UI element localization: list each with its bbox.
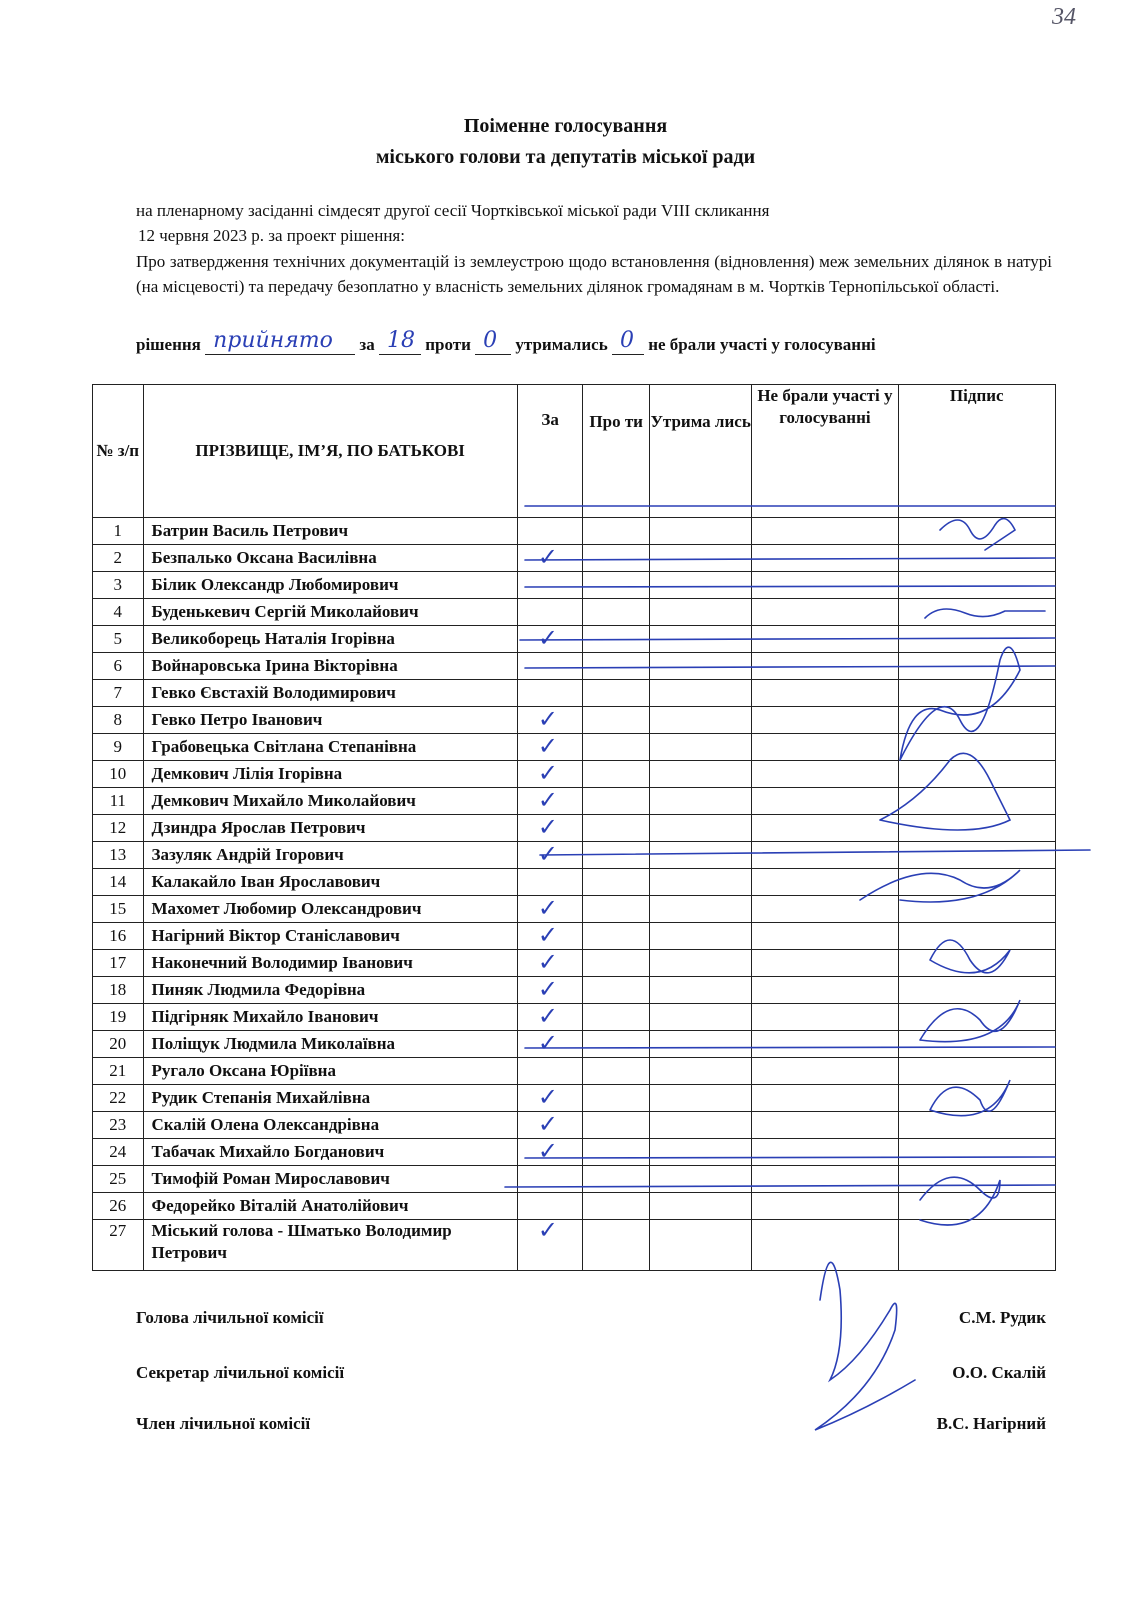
row-num: 14: [93, 869, 144, 896]
against-handwritten: 0: [483, 328, 498, 353]
row-num: 11: [93, 788, 144, 815]
row-for-mark: ✓: [517, 950, 583, 977]
row-abstained: [649, 815, 751, 842]
table-row: [93, 518, 1056, 545]
row-abstained: [649, 869, 751, 896]
table-header-row: [93, 385, 1056, 518]
row-signature: [898, 896, 1056, 923]
row-num: 1: [93, 518, 144, 545]
secretary-name: О.О. Скалій: [952, 1363, 1046, 1382]
member-role: Член лічильної комісії: [136, 1414, 311, 1433]
row-signature: [898, 923, 1056, 950]
row-not-participated: [752, 815, 898, 842]
row-abstained: [649, 545, 751, 572]
table-row: [93, 626, 1056, 653]
row-for-mark: ✓: [517, 923, 583, 950]
row-signature: [898, 707, 1056, 734]
table-row: [93, 734, 1056, 761]
row-abstained: [649, 1139, 751, 1166]
row-signature: [898, 815, 1056, 842]
table-row: [93, 788, 1056, 815]
row-against: [583, 680, 649, 707]
not-participated-label: не брали участі у голосуванні: [648, 335, 876, 354]
row-num: 22: [93, 1085, 144, 1112]
header-abstained: Утрима лись: [649, 385, 751, 518]
row-not-participated: [752, 761, 898, 788]
row-abstained: [649, 1004, 751, 1031]
row-against: [583, 788, 649, 815]
row-num: 10: [93, 761, 144, 788]
decision-handwritten: прийнято: [213, 328, 333, 353]
row-for-mark: ✓: [517, 1139, 583, 1166]
row-against: [583, 1004, 649, 1031]
row-not-participated: [752, 545, 898, 572]
row-num: 20: [93, 1031, 144, 1058]
row-name: Нагірний Віктор Станіславович: [143, 923, 517, 950]
row-name: Калакайло Іван Ярославович: [143, 869, 517, 896]
row-abstained: [649, 1166, 751, 1193]
table-row: [93, 761, 1056, 788]
row-signature: [898, 1193, 1056, 1220]
row-not-participated: [752, 1220, 898, 1271]
row-num: 9: [93, 734, 144, 761]
row-name: Пиняк Людмила Федорівна: [143, 977, 517, 1004]
row-against: [583, 545, 649, 572]
row-not-participated: [752, 626, 898, 653]
decision-label: рішення: [136, 335, 201, 354]
row-abstained: [649, 1058, 751, 1085]
commission-signatures: [815, 1262, 915, 1430]
row-not-participated: [752, 788, 898, 815]
row-against: [583, 977, 649, 1004]
table-row: [93, 842, 1056, 869]
row-num: 16: [93, 923, 144, 950]
row-abstained: [649, 842, 751, 869]
row-abstained: [649, 680, 751, 707]
row-for-mark: ✓: [517, 1112, 583, 1139]
table-row: [93, 1220, 1056, 1271]
row-signature: [898, 1031, 1056, 1058]
row-against: [583, 896, 649, 923]
row-name: Великоборець Наталія Ігорівна: [143, 626, 517, 653]
row-abstained: [649, 977, 751, 1004]
row-signature: [898, 626, 1056, 653]
table-row: [93, 1166, 1056, 1193]
row-not-participated: [752, 869, 898, 896]
row-not-participated: [752, 842, 898, 869]
row-num: 3: [93, 572, 144, 599]
row-against: [583, 518, 649, 545]
row-against: [583, 734, 649, 761]
row-name: Батрин Василь Петрович: [143, 518, 517, 545]
date-line: 12 червня 2023 р. за проект рішення:: [138, 226, 405, 245]
row-signature: [898, 1085, 1056, 1112]
header-for: За: [517, 385, 583, 518]
row-not-participated: [752, 1004, 898, 1031]
voting-table: [92, 384, 1056, 1271]
row-for-mark: ✓: [517, 761, 583, 788]
row-name: Гевко Петро Іванович: [143, 707, 517, 734]
row-signature: [898, 1220, 1056, 1271]
row-num: 5: [93, 626, 144, 653]
row-for-mark: ✓: [517, 815, 583, 842]
row-not-participated: [752, 923, 898, 950]
row-signature: [898, 761, 1056, 788]
row-for-mark: ✓: [517, 977, 583, 1004]
abstained-label: утримались: [515, 335, 608, 354]
row-against: [583, 1058, 649, 1085]
row-num: 27: [93, 1220, 144, 1271]
decision-blank: [205, 328, 355, 355]
table-row: [93, 1112, 1056, 1139]
row-name: Дзиндра Ярослав Петрович: [143, 815, 517, 842]
row-signature: [898, 545, 1056, 572]
row-against: [583, 1166, 649, 1193]
row-not-participated: [752, 1058, 898, 1085]
row-signature: [898, 869, 1056, 896]
header-signature: Підпис: [898, 385, 1056, 518]
row-num: 13: [93, 842, 144, 869]
row-for-mark: ✓: [517, 1220, 583, 1271]
row-against: [583, 1193, 649, 1220]
row-for-mark: ✓: [517, 896, 583, 923]
row-abstained: [649, 896, 751, 923]
row-abstained: [649, 599, 751, 626]
row-abstained: [649, 572, 751, 599]
row-name: Зазуляк Андрій Ігорович: [143, 842, 517, 869]
chair-role: Голова лічильної комісії: [136, 1308, 324, 1327]
row-against: [583, 923, 649, 950]
abstained-blank: [612, 328, 644, 355]
row-for-mark: ✓: [517, 545, 583, 572]
row-against: [583, 1031, 649, 1058]
table-row: [93, 572, 1056, 599]
for-handwritten: 18: [386, 328, 415, 353]
row-abstained: [649, 950, 751, 977]
row-name: Скалій Олена Олександрівна: [143, 1112, 517, 1139]
row-num: 6: [93, 653, 144, 680]
row-signature: [898, 788, 1056, 815]
row-for-mark: ✓: [517, 626, 583, 653]
row-signature: [898, 977, 1056, 1004]
row-signature: [898, 950, 1056, 977]
decision-line: [136, 328, 1056, 355]
row-name: Буденькевич Сергій Миколайович: [143, 599, 517, 626]
row-against: [583, 1112, 649, 1139]
member-name: В.С. Нагірний: [936, 1414, 1046, 1433]
row-num: 19: [93, 1004, 144, 1031]
row-abstained: [649, 1112, 751, 1139]
row-num: 15: [93, 896, 144, 923]
table-row: [93, 680, 1056, 707]
row-not-participated: [752, 734, 898, 761]
row-signature: [898, 680, 1056, 707]
row-not-participated: [752, 950, 898, 977]
row-not-participated: [752, 1139, 898, 1166]
header-not-participated: Не брали участі у голосуванні: [752, 385, 898, 518]
row-abstained: [649, 734, 751, 761]
table-row: [93, 1031, 1056, 1058]
row-signature: [898, 842, 1056, 869]
row-against: [583, 626, 649, 653]
chair-name: С.М. Рудик: [958, 1308, 1046, 1327]
row-num: 21: [93, 1058, 144, 1085]
against-label: проти: [425, 335, 471, 354]
row-for-mark: [517, 653, 583, 680]
row-not-participated: [752, 1166, 898, 1193]
table-row: [93, 950, 1056, 977]
row-not-participated: [752, 1031, 898, 1058]
secretary-role: Секретар лічильної комісії: [136, 1363, 345, 1382]
row-abstained: [649, 626, 751, 653]
row-name: Махомет Любомир Олександрович: [143, 896, 517, 923]
row-against: [583, 599, 649, 626]
row-against: [583, 707, 649, 734]
row-not-participated: [752, 896, 898, 923]
row-abstained: [649, 1031, 751, 1058]
row-signature: [898, 653, 1056, 680]
row-for-mark: [517, 1166, 583, 1193]
row-against: [583, 950, 649, 977]
row-name: Рудик Степанія Михайлівна: [143, 1085, 517, 1112]
row-num: 17: [93, 950, 144, 977]
row-name: Демкович Михайло Миколайович: [143, 788, 517, 815]
row-not-participated: [752, 977, 898, 1004]
against-blank: [475, 328, 511, 355]
table-row: [93, 1058, 1056, 1085]
session-line: на пленарному засіданні сімдесят другої сесії Чортківської міської ради VIII скликання: [136, 201, 770, 220]
table-row: [93, 1085, 1056, 1112]
header-against: Про ти: [583, 385, 649, 518]
row-against: [583, 869, 649, 896]
row-for-mark: ✓: [517, 1004, 583, 1031]
row-num: 23: [93, 1112, 144, 1139]
row-signature: [898, 518, 1056, 545]
row-against: [583, 1139, 649, 1166]
table-row: [93, 815, 1056, 842]
row-name: Грабовецька Світлана Степанівна: [143, 734, 517, 761]
row-for-mark: ✓: [517, 1031, 583, 1058]
page-number: 34: [1052, 4, 1076, 30]
row-num: 24: [93, 1139, 144, 1166]
row-signature: [898, 1058, 1056, 1085]
row-against: [583, 842, 649, 869]
row-against: [583, 761, 649, 788]
header-num: № з/п: [93, 385, 144, 518]
project-text: Про затвердження технічних документацій із землеустрою щодо встановлення (відновлення) меж земельних ділянок в натурі (на місцевості) та передачу безоплатно у власність земельних ділянок громадянам в м. Чортків Тернопільської області.: [136, 252, 1052, 296]
row-abstained: [649, 518, 751, 545]
row-num: 4: [93, 599, 144, 626]
row-abstained: [649, 1193, 751, 1220]
row-for-mark: [517, 1193, 583, 1220]
row-against: [583, 653, 649, 680]
row-not-participated: [752, 680, 898, 707]
row-signature: [898, 1004, 1056, 1031]
row-not-participated: [752, 1193, 898, 1220]
row-num: 8: [93, 707, 144, 734]
table-row: [93, 896, 1056, 923]
table-row: [93, 977, 1056, 1004]
row-against: [583, 1085, 649, 1112]
row-name: Тимофій Роман Мирославович: [143, 1166, 517, 1193]
row-name: Поліщук Людмила Миколаївна: [143, 1031, 517, 1058]
abstained-handwritten: 0: [619, 328, 634, 353]
table-row: [93, 1193, 1056, 1220]
row-for-mark: ✓: [517, 734, 583, 761]
row-name: Міський голова - Шматько Володимир Петрович: [143, 1220, 517, 1271]
document-subtitle: міського голови та депутатів міської ради: [375, 146, 756, 168]
row-name: Безпалько Оксана Василівна: [143, 545, 517, 572]
row-against: [583, 572, 649, 599]
row-abstained: [649, 761, 751, 788]
row-num: 12: [93, 815, 144, 842]
row-not-participated: [752, 572, 898, 599]
row-num: 26: [93, 1193, 144, 1220]
row-for-mark: [517, 572, 583, 599]
row-abstained: [649, 923, 751, 950]
row-for-mark: ✓: [517, 788, 583, 815]
row-not-participated: [752, 707, 898, 734]
row-not-participated: [752, 1085, 898, 1112]
row-for-mark: [517, 599, 583, 626]
row-name: Підгірняк Михайло Іванович: [143, 1004, 517, 1031]
row-num: 2: [93, 545, 144, 572]
for-blank: [379, 328, 421, 355]
header-name: ПРІЗВИЩЕ, ІМ’Я, ПО БАТЬКОВІ: [143, 385, 517, 518]
table-row: [93, 653, 1056, 680]
row-for-mark: ✓: [517, 707, 583, 734]
row-name: Ругало Оксана Юріївна: [143, 1058, 517, 1085]
row-for-mark: ✓: [517, 1085, 583, 1112]
row-signature: [898, 572, 1056, 599]
row-name: Табачак Михайло Богданович: [143, 1139, 517, 1166]
row-against: [583, 815, 649, 842]
table-row: [93, 923, 1056, 950]
row-name: Войнаровська Ірина Вікторівна: [143, 653, 517, 680]
row-abstained: [649, 788, 751, 815]
table-row: [93, 599, 1056, 626]
table-row: [93, 1004, 1056, 1031]
row-against: [583, 1220, 649, 1271]
row-num: 18: [93, 977, 144, 1004]
row-signature: [898, 734, 1056, 761]
table-row: [93, 545, 1056, 572]
row-signature: [898, 1112, 1056, 1139]
row-name: Федорейко Віталій Анатолійович: [143, 1193, 517, 1220]
row-abstained: [649, 1220, 751, 1271]
row-not-participated: [752, 653, 898, 680]
row-signature: [898, 1139, 1056, 1166]
row-name: Білик Олександр Любомирович: [143, 572, 517, 599]
table-row: [93, 1139, 1056, 1166]
row-for-mark: ✓: [517, 842, 583, 869]
document-title: Поіменне голосування: [463, 115, 668, 137]
for-label: за: [359, 335, 375, 354]
table-row: [93, 869, 1056, 896]
row-name: Демкович Лілія Ігорівна: [143, 761, 517, 788]
row-num: 25: [93, 1166, 144, 1193]
row-not-participated: [752, 518, 898, 545]
row-signature: [898, 1166, 1056, 1193]
row-for-mark: [517, 518, 583, 545]
table-row: [93, 707, 1056, 734]
row-for-mark: [517, 1058, 583, 1085]
row-for-mark: [517, 680, 583, 707]
row-abstained: [649, 1085, 751, 1112]
row-not-participated: [752, 1112, 898, 1139]
row-abstained: [649, 653, 751, 680]
row-name: Гевко Євстахій Володимирович: [143, 680, 517, 707]
row-name: Наконечний Володимир Іванович: [143, 950, 517, 977]
row-abstained: [649, 707, 751, 734]
row-signature: [898, 599, 1056, 626]
row-num: 7: [93, 680, 144, 707]
row-for-mark: [517, 869, 583, 896]
row-not-participated: [752, 599, 898, 626]
